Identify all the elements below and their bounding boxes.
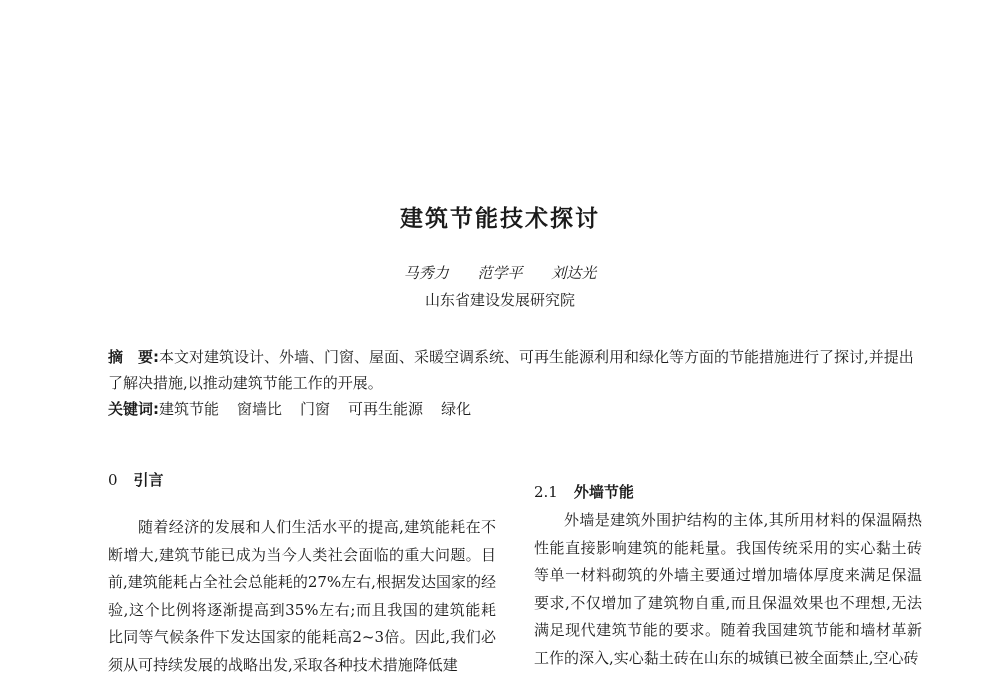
section-heading-exterior-wall bbox=[534, 481, 634, 502]
author-name: 范学平 bbox=[477, 264, 523, 282]
section-number: 2.1 bbox=[534, 483, 558, 501]
abstract-text: 本文对建筑设计、外墙、门窗、屋面、采暖空调系统、可再生能源利用和绿化等方面的节能措施进行了探讨,并提出了解决措施,以推动建筑节能工作的开展。 bbox=[108, 348, 914, 392]
abstract-label: 摘 要: bbox=[108, 348, 159, 366]
section-paragraph: 随着经济的发展和人们生活水平的提高,建筑能耗在不断增大,建筑节能已成为当今人类社会面临的重大问题。目前,建筑能耗占全社会总能耗的27%左右,根据发达国家的经验,这个比例将逐渐提高到35%左右;而且我国的建筑能耗比同等气候条件下发达国家的能耗高2~3倍。因此,我们必须从可持续发展的战略出发,采取各种技术措施降低建 bbox=[108, 518, 496, 674]
affiliation: 山东省建设发展研究院 bbox=[424, 291, 575, 309]
section-title: 引言 bbox=[133, 471, 164, 489]
section-number: 0 bbox=[108, 471, 118, 489]
section-title: 外墙节能 bbox=[573, 483, 634, 501]
keyword: 可再生能源 bbox=[348, 400, 424, 418]
keywords-label: 关键词: bbox=[108, 400, 159, 418]
keyword: 窗墙比 bbox=[237, 400, 283, 418]
right-column bbox=[534, 507, 922, 672]
paper-title: 建筑节能技术探讨 bbox=[400, 206, 600, 232]
keyword: 绿化 bbox=[441, 400, 472, 418]
section-heading-introduction bbox=[108, 469, 164, 490]
left-column bbox=[108, 514, 496, 679]
author-list bbox=[0, 262, 1000, 283]
keywords bbox=[108, 398, 928, 419]
keyword: 建筑节能 bbox=[159, 400, 220, 418]
author-name: 刘达光 bbox=[551, 264, 597, 282]
author-name: 马秀力 bbox=[403, 264, 449, 282]
section-paragraph: 外墙是建筑外围护结构的主体,其所用材料的保温隔热性能直接影响建筑的能耗量。我国传统采用的实心黏土砖等单一材料砌筑的外墙主要通过增加墙体厚度来满足保温要求,不仅增加了建筑物自重,而且保温效果也不理想,无法满足现代建筑节能的要求。随着我国建筑节能和墙材革新工作的深入,实心黏土砖在山东的城镇已被全面禁止,空心砖 bbox=[534, 511, 922, 667]
abstract bbox=[108, 344, 928, 396]
keyword: 门窗 bbox=[300, 400, 331, 418]
